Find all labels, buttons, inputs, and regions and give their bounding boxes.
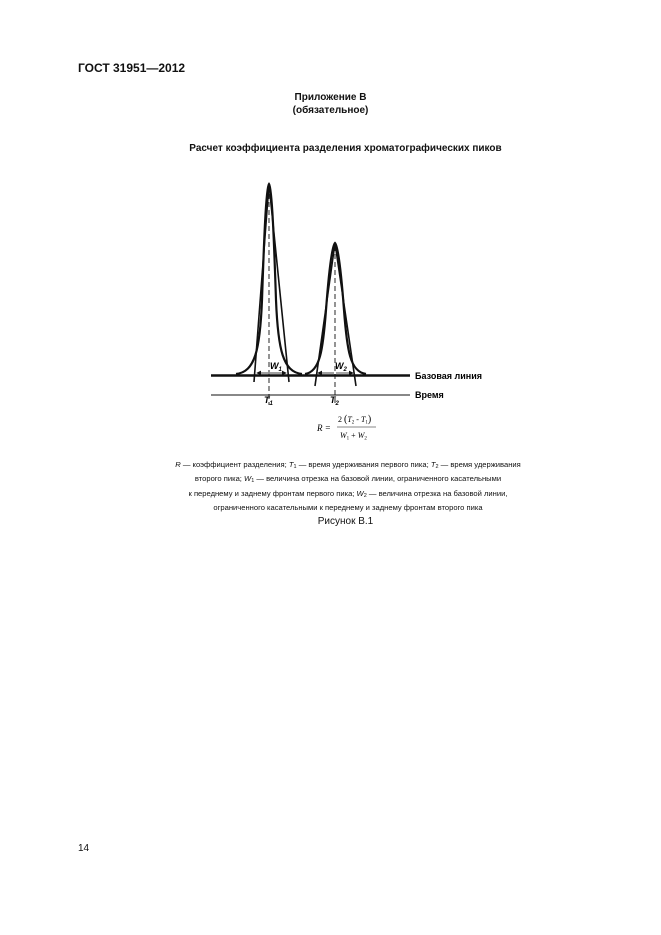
figure-caption [118,459,578,514]
caption-line-4: ограниченного касательными к переднему и заднему фронтам второго пика [213,503,483,513]
t2-label: $T_2$ [330,395,339,407]
caption-line-2: второго пика; $W_1$ — величина отрезка на базовой линии, ограниченного касательными [194,474,502,485]
appendix-title: Приложение В [294,92,367,103]
peak-1-tangent-front [254,184,269,382]
t1-label: $T_1$ [264,395,273,407]
formula-lhs: R = [317,423,331,433]
peak-1-tangent-back [269,184,289,382]
figure-label: Рисунок В.1 [317,516,374,527]
w1-label: $W_1$ [270,361,282,373]
page-number: 14 [78,843,90,854]
section-title: Расчет коэффициента разделения хроматографических пиков [189,143,502,154]
time-label: Время [415,390,444,400]
w2-label: $W_2$ [335,361,347,373]
peak-2-tangent-front [315,243,335,386]
standard-number: ГОСТ 31951—2012 [78,61,186,75]
formula-numerator: 2 (T2 - T1) [338,414,372,426]
formula-denominator: W1 + W2 [340,431,367,442]
resolution-formula [316,414,376,442]
caption-line-3: к переднему и заднему фронтам первого пика; $W_2$ — величина отрезка на базовой линии, [188,488,508,499]
appendix-status: (обязательное) [292,105,369,116]
caption-line-1: R — коэффициент разделения; $T_1$ — время удерживания первого пика; $T_2$ — время удерживания [175,460,521,470]
baseline-label: Базовая линия [415,371,482,381]
peak-2-curve [305,243,366,374]
